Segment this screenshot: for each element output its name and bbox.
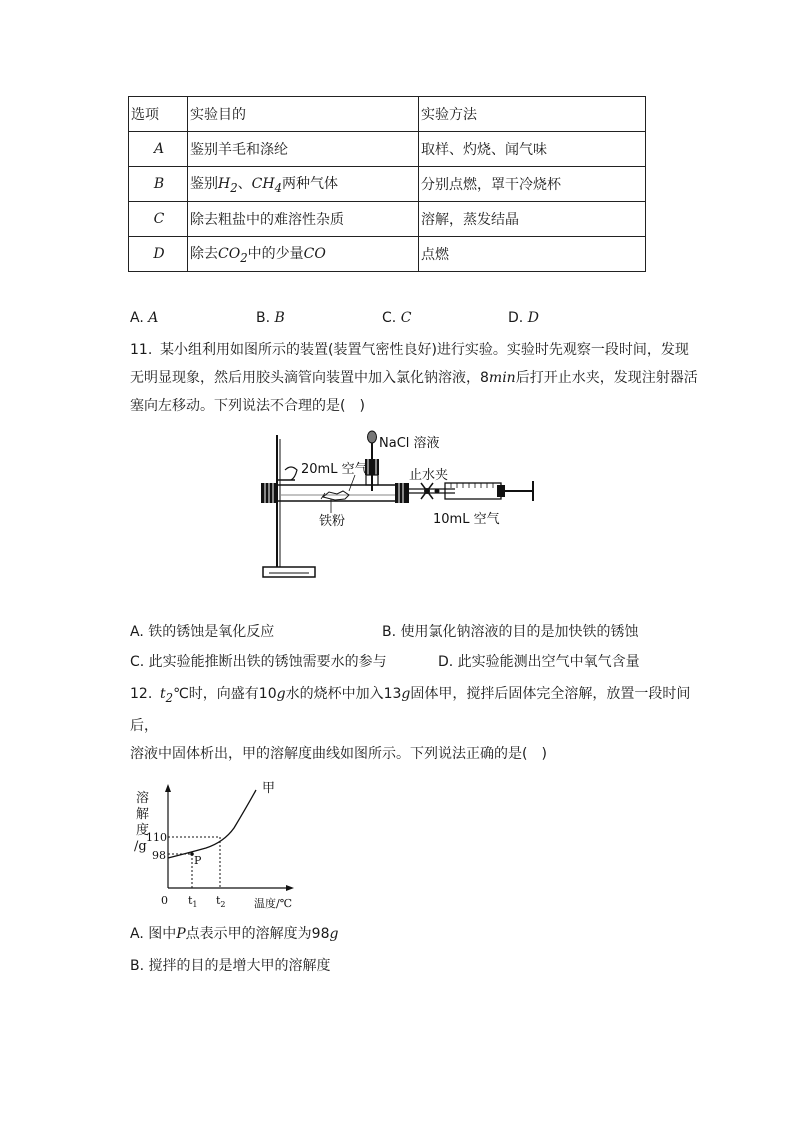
question-number: 12. bbox=[130, 686, 153, 702]
x-tick-label: $t_2$ bbox=[216, 894, 226, 909]
y-axis-arrow bbox=[165, 784, 171, 792]
stem-number: 13 bbox=[383, 686, 402, 702]
q10-choice-d[interactable] bbox=[508, 308, 539, 328]
choice-value: D bbox=[527, 310, 539, 326]
stem-line: 某小组利用如图所示的装置(装置气密性良好)进行实验。实验时先观察一段时间，发现 bbox=[160, 342, 689, 358]
table-cell: B bbox=[129, 167, 188, 202]
clamp bbox=[421, 483, 440, 499]
stem-unit: min bbox=[488, 370, 516, 386]
ylabel-char: 解 bbox=[136, 807, 150, 822]
formula: CO bbox=[303, 246, 326, 263]
table-text: 、 bbox=[237, 176, 252, 193]
air-10ml-label: 10mL 空气 bbox=[433, 512, 500, 527]
stem-line: 无明显现象，然后用胶头滴管向装置中加入氯化钠溶液， bbox=[130, 370, 480, 386]
q12-choice-a[interactable] bbox=[130, 924, 338, 944]
table-cell: 取样、灼烧、闻气味 bbox=[419, 132, 646, 167]
q12-stem bbox=[130, 680, 700, 768]
syringe-plunger-head bbox=[497, 485, 505, 497]
x-tick-label: $t_1$ bbox=[188, 894, 198, 909]
y-tick-label: 110 bbox=[146, 831, 167, 844]
choice-text: 点表示甲的溶解度为 bbox=[185, 926, 312, 942]
stem-text: 水的烧杯中加入 bbox=[285, 686, 384, 702]
formula: H bbox=[218, 176, 231, 193]
choice-letter: D. bbox=[508, 310, 524, 326]
table-row bbox=[129, 132, 646, 167]
table-cell bbox=[188, 167, 419, 202]
q11-stem bbox=[130, 336, 700, 420]
question-number: 11. bbox=[130, 342, 153, 358]
table-cell: A bbox=[129, 132, 188, 167]
table-cell: 溶解，蒸发结晶 bbox=[419, 202, 646, 237]
subscript: 2 bbox=[230, 180, 238, 195]
formula: CH bbox=[251, 176, 275, 193]
table-header-cell: 实验目的 bbox=[188, 97, 419, 132]
stem-unit: g bbox=[401, 686, 411, 702]
stem-line: 塞向左移动。下列说法不合理的是( ) bbox=[130, 398, 365, 414]
ylabel-char: 溶 bbox=[136, 791, 150, 806]
subscript: 2 bbox=[165, 690, 174, 705]
table-cell bbox=[188, 237, 419, 272]
ylabel-char: 度 bbox=[136, 823, 150, 838]
q12-choice-b[interactable]: B. 搅拌的目的是增大甲的溶解度 bbox=[130, 958, 331, 974]
q11-choice-c[interactable]: C. 此实验能推断出铁的锈蚀需要水的参与 bbox=[130, 654, 387, 670]
table-text: 鉴别 bbox=[190, 176, 218, 193]
q10-choice-b[interactable] bbox=[256, 308, 285, 328]
ylabel-char: /g bbox=[134, 839, 147, 854]
point-label: P bbox=[194, 854, 202, 867]
air-20ml-label: 20mL 空气 bbox=[301, 462, 368, 477]
q11-choice-b[interactable]: B. 使用氯化钠溶液的目的是加快铁的锈蚀 bbox=[382, 624, 639, 640]
choice-text: A. 图中 bbox=[130, 926, 177, 942]
q11-choice-a[interactable]: A. 铁的锈蚀是氧化反应 bbox=[130, 624, 275, 640]
formula: CO bbox=[218, 246, 241, 263]
choice-value: B bbox=[274, 310, 285, 326]
table-cell: 鉴别羊毛和涤纶 bbox=[188, 132, 419, 167]
choice-unit: g bbox=[329, 926, 339, 942]
table-cell: C bbox=[129, 202, 188, 237]
options-table bbox=[128, 96, 646, 272]
solubility-chart bbox=[128, 780, 308, 920]
q11-choice-d[interactable]: D. 此实验能测出空气中氧气含量 bbox=[438, 654, 640, 670]
choice-value: A bbox=[148, 310, 159, 326]
curve-jia bbox=[168, 790, 256, 858]
x-axis-arrow bbox=[286, 885, 294, 891]
stem-var: t bbox=[160, 686, 166, 702]
stem-unit: g bbox=[276, 686, 286, 702]
table-cell: D bbox=[129, 237, 188, 272]
table-text: 两种气体 bbox=[281, 176, 338, 193]
table-cell: 分别点燃，罩干冷烧杯 bbox=[419, 167, 646, 202]
table-header-row bbox=[129, 97, 646, 132]
choice-number: 98 bbox=[311, 926, 330, 942]
x-axis-label: 温度/℃ bbox=[254, 897, 293, 910]
choice-value: C bbox=[400, 310, 412, 326]
table-header-cell: 选项 bbox=[129, 97, 188, 132]
subscript: 4 bbox=[274, 180, 282, 195]
table-row bbox=[129, 202, 646, 237]
choice-letter: B. bbox=[256, 310, 271, 326]
choice-letter: A. bbox=[130, 310, 144, 326]
table-text: 中的少量 bbox=[247, 246, 304, 263]
table-cell: 点燃 bbox=[419, 237, 646, 272]
table-row bbox=[129, 237, 646, 272]
table-text: 除去 bbox=[190, 246, 218, 263]
q10-choice-a[interactable] bbox=[130, 308, 158, 328]
choice-var: P bbox=[176, 926, 186, 942]
nacl-label: NaCl 溶液 bbox=[379, 436, 440, 451]
clamp-label: 止水夹 bbox=[409, 468, 449, 483]
dropper-bulb bbox=[368, 431, 377, 443]
x-tick-label: 0 bbox=[161, 894, 168, 907]
stem-line: 溶液中固体析出，甲的溶解度曲线如图所示。下列说法正确的是( ) bbox=[130, 745, 547, 762]
stem-text: 固体甲，搅拌后固体完全溶解，放置一段时间后， bbox=[130, 686, 691, 734]
curve-label: 甲 bbox=[262, 781, 276, 796]
q10-choice-c[interactable] bbox=[382, 308, 411, 328]
stem-number: 10 bbox=[258, 686, 277, 702]
stem-text: ℃时，向盛有 bbox=[173, 686, 259, 702]
stem-line: 后打开止水夹，发现注射器活 bbox=[515, 370, 698, 386]
iron-powder bbox=[323, 491, 349, 500]
y-tick-label: 98 bbox=[152, 849, 166, 862]
stand-base bbox=[263, 567, 315, 577]
table-header-cell: 实验方法 bbox=[419, 97, 646, 132]
choice-letter: C. bbox=[382, 310, 397, 326]
right-stopper bbox=[395, 483, 409, 503]
stem-number: 8 bbox=[480, 370, 489, 386]
subscript: 2 bbox=[240, 250, 248, 265]
table-cell: 除去粗盐中的难溶性杂质 bbox=[188, 202, 419, 237]
iron-powder-label: 铁粉 bbox=[319, 514, 346, 529]
q11-apparatus-figure bbox=[255, 425, 555, 585]
table-row bbox=[129, 167, 646, 202]
